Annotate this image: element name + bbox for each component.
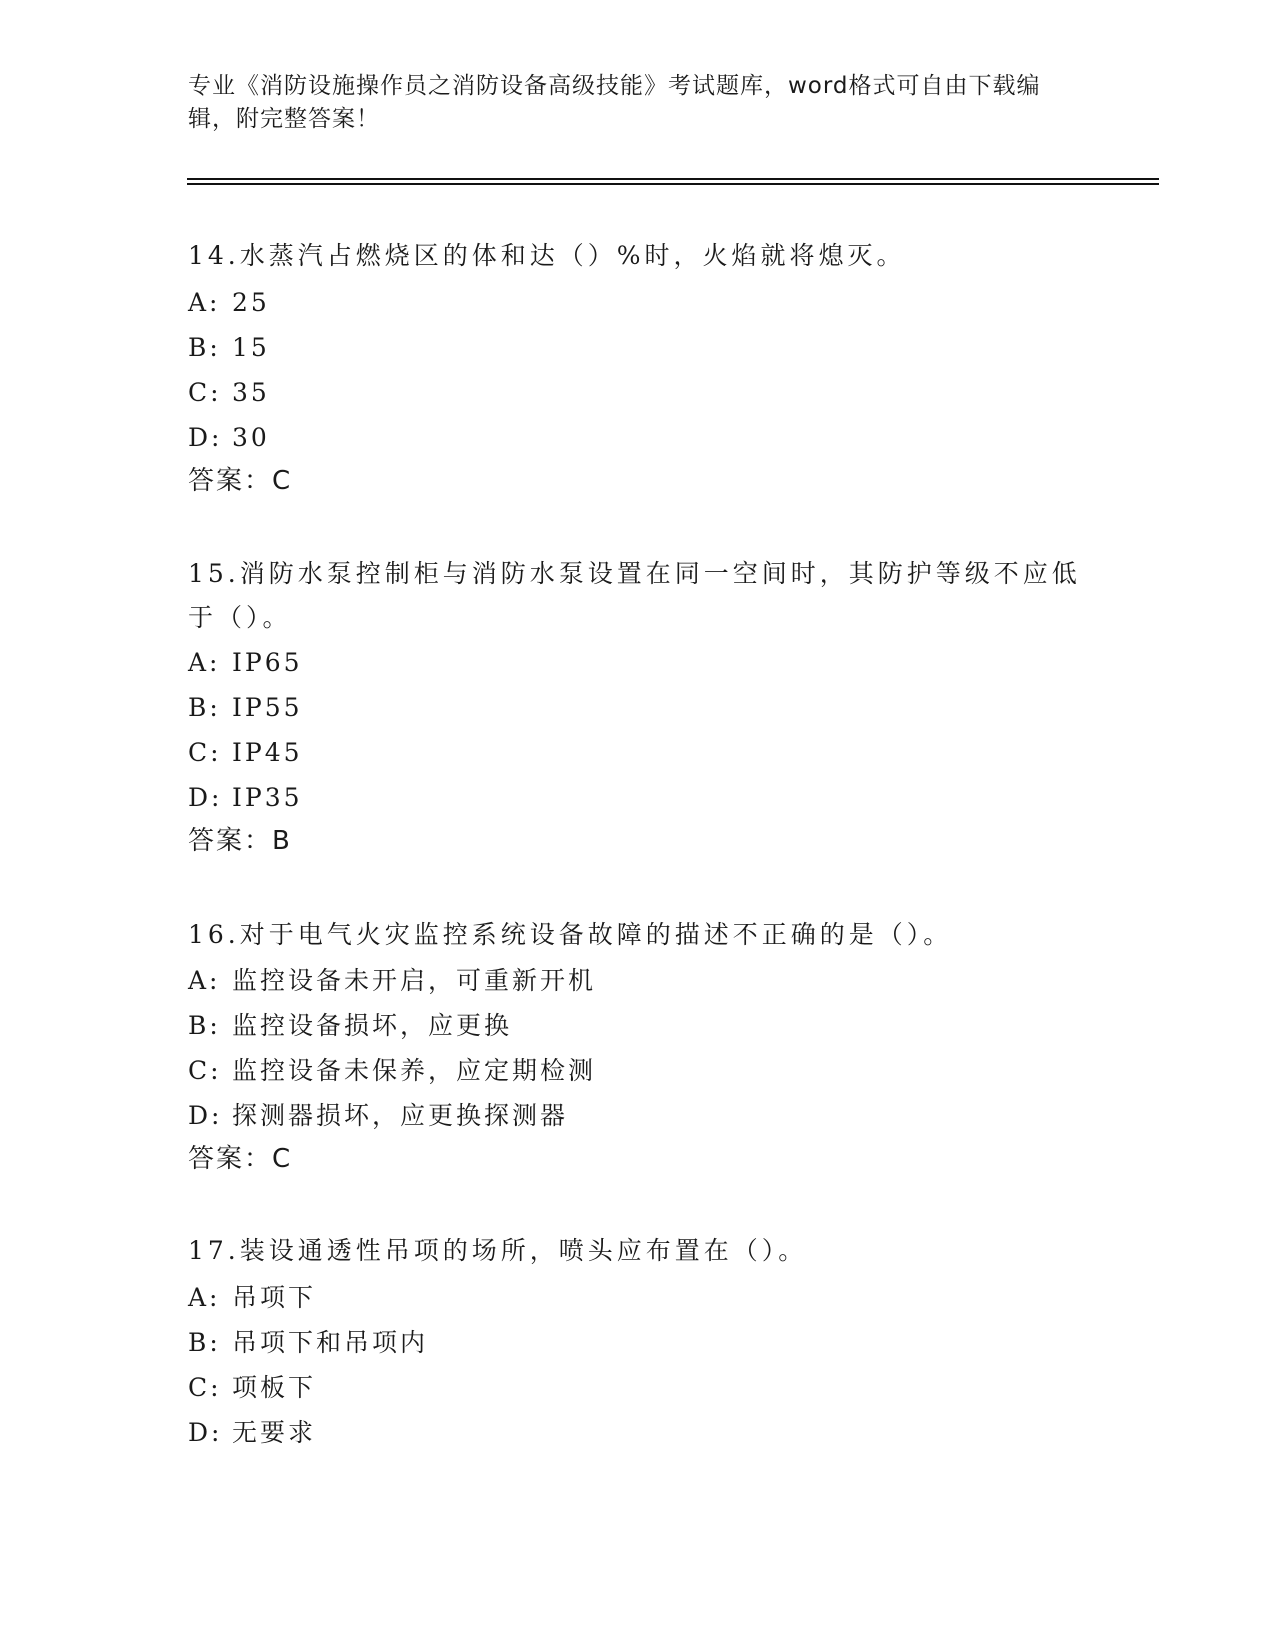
question-15-option-a (188, 645, 1088, 681)
option-text: 吊项下 (232, 1283, 317, 1312)
option-key: A: (188, 648, 221, 677)
question-14-option-a (188, 285, 1088, 321)
question-15-option-d (188, 780, 1088, 816)
question-14-stem: 14.水蒸汽占燃烧区的体和达（）%时，火焰就将熄灭。 (188, 241, 906, 270)
header-rule-bottom (187, 183, 1159, 185)
question-15-answer: 答案：B (188, 826, 292, 856)
option-key: B: (188, 693, 221, 722)
option-key: C: (188, 1056, 222, 1085)
question-17-option-a (188, 1280, 1088, 1316)
option-text: 监控设备损坏，应更换 (232, 1011, 513, 1040)
question-17-stem: 17.装设通透性吊项的场所，喷头应布置在（）。 (188, 1236, 808, 1265)
option-text: 吊项下和吊项内 (232, 1328, 429, 1357)
question-16-stem: 16.对于电气火灾监控系统设备故障的描述不正确的是（）。 (188, 920, 953, 949)
question-16-answer: 答案：C (188, 1144, 293, 1174)
option-text: 监控设备未开启，可重新开机 (232, 966, 597, 995)
option-key: C: (188, 738, 222, 767)
option-text: IP45 (232, 738, 303, 767)
option-key: C: (188, 1373, 222, 1402)
option-key: D: (188, 783, 223, 812)
option-text: 25 (232, 288, 270, 317)
header-rule-top (187, 178, 1159, 180)
question-14-answer: 答案：C (188, 466, 293, 496)
option-key: A: (188, 1283, 221, 1312)
question-17-option-b (188, 1325, 1088, 1361)
option-key: B: (188, 333, 221, 362)
option-text: 35 (232, 378, 270, 407)
option-key: D: (188, 1101, 223, 1130)
option-text: 监控设备未保养，应定期检测 (232, 1056, 597, 1085)
option-key: B: (188, 1328, 221, 1357)
option-key: D: (188, 423, 223, 452)
question-16-option-a (188, 963, 1088, 999)
question-15-option-c (188, 735, 1088, 771)
question-16-option-b (188, 1008, 1088, 1044)
question-16-option-d (188, 1098, 1088, 1134)
question-17-option-c (188, 1370, 1088, 1406)
question-16-option-c (188, 1053, 1088, 1089)
option-text: IP35 (232, 783, 303, 812)
question-15-stem: 15.消防水泵控制柜与消防水泵设置在同一空间时，其防护等级不应低于（）。 (188, 559, 1081, 632)
option-text: 15 (232, 333, 270, 362)
document-header: 专业《消防设施操作员之消防设备高级技能》考试题库，word格式可自由下载编辑，附完整答案！ (188, 73, 1041, 132)
option-text: 无要求 (232, 1418, 317, 1447)
option-key: D: (188, 1418, 223, 1447)
option-text: 项板下 (232, 1373, 317, 1402)
option-text: 探测器损坏，应更换探测器 (232, 1101, 569, 1130)
question-15-option-b (188, 690, 1088, 726)
option-text: IP55 (232, 693, 303, 722)
option-key: A: (188, 966, 221, 995)
question-14-option-b (188, 330, 1088, 366)
option-key: A: (188, 288, 221, 317)
question-17-option-d (188, 1415, 1088, 1451)
option-text: 30 (232, 423, 270, 452)
option-key: B: (188, 1011, 221, 1040)
option-text: IP65 (232, 648, 303, 677)
question-14-option-d (188, 420, 1088, 456)
question-14-option-c (188, 375, 1088, 411)
option-key: C: (188, 378, 222, 407)
